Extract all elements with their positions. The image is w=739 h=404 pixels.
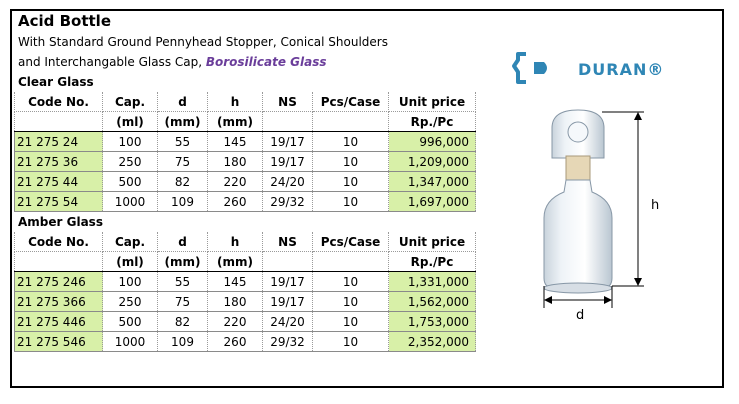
col-unit-cap: (ml) — [103, 252, 158, 272]
cell-ns: 19/17 — [263, 292, 313, 312]
cell-ns: 24/20 — [263, 312, 313, 332]
cell-code: 21 275 44 — [15, 172, 103, 192]
cell-h: 260 — [208, 332, 263, 352]
cell-d: 109 — [158, 332, 208, 352]
cell-ns: 29/32 — [263, 332, 313, 352]
table-unit-row — [15, 252, 476, 272]
col-unit-code — [15, 112, 103, 132]
col-unit-pcs — [313, 252, 389, 272]
cell-cap: 500 — [103, 312, 158, 332]
col-header-pcs: Pcs/Case — [313, 92, 389, 112]
cell-ns: 19/17 — [263, 272, 313, 292]
subtitle-line-2 — [18, 55, 327, 69]
cell-d: 82 — [158, 312, 208, 332]
cell-pcs: 10 — [313, 152, 389, 172]
cell-cap: 100 — [103, 132, 158, 152]
table-header-row — [15, 232, 476, 252]
bottle-illustration — [520, 100, 690, 340]
brand-name: DURAN® — [578, 60, 665, 79]
cell-cap: 1000 — [103, 332, 158, 352]
section-title-amber: Amber Glass — [18, 215, 103, 229]
table-row — [15, 152, 476, 172]
cell-pcs: 10 — [313, 172, 389, 192]
table-row — [15, 332, 476, 352]
cell-h: 145 — [208, 272, 263, 292]
col-unit-code — [15, 252, 103, 272]
col-header-h: h — [208, 232, 263, 252]
cell-d: 55 — [158, 272, 208, 292]
cell-ns: 29/32 — [263, 192, 313, 212]
cell-price: 1,347,000 — [389, 172, 476, 192]
cell-price: 996,000 — [389, 132, 476, 152]
cell-d: 75 — [158, 292, 208, 312]
col-header-pcs: Pcs/Case — [313, 232, 389, 252]
cell-h: 180 — [208, 292, 263, 312]
table-unit-row — [15, 112, 476, 132]
col-unit-h: (mm) — [208, 112, 263, 132]
cell-price: 1,562,000 — [389, 292, 476, 312]
cell-h: 220 — [208, 312, 263, 332]
cell-code: 21 275 54 — [15, 192, 103, 212]
cell-price: 1,697,000 — [389, 192, 476, 212]
page-title: Acid Bottle — [18, 12, 111, 30]
cell-ns: 19/17 — [263, 152, 313, 172]
cell-pcs: 10 — [313, 192, 389, 212]
cell-code: 21 275 246 — [15, 272, 103, 292]
diameter-label: d — [576, 308, 585, 323]
col-unit-cap: (ml) — [103, 112, 158, 132]
cell-ns: 19/17 — [263, 132, 313, 152]
material-highlight: Borosilicate Glass — [205, 55, 327, 69]
col-header-ns: NS — [263, 92, 313, 112]
price-table-clear — [14, 92, 476, 212]
col-unit-h: (mm) — [208, 252, 263, 272]
col-header-d: d — [158, 92, 208, 112]
subtitle-line-1: With Standard Ground Pennyhead Stopper, Conical Shoulders — [18, 35, 388, 49]
table-row — [15, 132, 476, 152]
cell-pcs: 10 — [313, 292, 389, 312]
cell-cap: 1000 — [103, 192, 158, 212]
col-header-code: Code No. — [15, 232, 103, 252]
cell-pcs: 10 — [313, 332, 389, 352]
col-unit-price: Rp./Pc — [389, 252, 476, 272]
col-header-d: d — [158, 232, 208, 252]
cell-d: 55 — [158, 132, 208, 152]
subtitle-line-2-text: and Interchangable Glass Cap, — [18, 55, 206, 69]
cell-cap: 250 — [103, 152, 158, 172]
price-table-amber — [14, 232, 476, 352]
table-row — [15, 292, 476, 312]
col-unit-ns — [263, 252, 313, 272]
col-unit-d: (mm) — [158, 112, 208, 132]
col-header-price: Unit price — [389, 232, 476, 252]
cell-h: 260 — [208, 192, 263, 212]
cell-pcs: 10 — [313, 132, 389, 152]
cell-d: 75 — [158, 152, 208, 172]
col-header-cap: Cap. — [103, 232, 158, 252]
cell-d: 109 — [158, 192, 208, 212]
cell-cap: 500 — [103, 172, 158, 192]
cell-pcs: 10 — [313, 272, 389, 292]
col-unit-price: Rp./Pc — [389, 112, 476, 132]
col-header-h: h — [208, 92, 263, 112]
cell-price: 1,209,000 — [389, 152, 476, 172]
cell-d: 82 — [158, 172, 208, 192]
cell-h: 180 — [208, 152, 263, 172]
table-row — [15, 272, 476, 292]
cell-h: 145 — [208, 132, 263, 152]
table-row — [15, 172, 476, 192]
col-header-code: Code No. — [15, 92, 103, 112]
cell-code: 21 275 366 — [15, 292, 103, 312]
cell-pcs: 10 — [313, 312, 389, 332]
col-header-price: Unit price — [389, 92, 476, 112]
col-unit-d: (mm) — [158, 252, 208, 272]
cell-code: 21 275 24 — [15, 132, 103, 152]
cell-code: 21 275 36 — [15, 152, 103, 172]
col-header-cap: Cap. — [103, 92, 158, 112]
table-row — [15, 192, 476, 212]
cell-ns: 24/20 — [263, 172, 313, 192]
cell-price: 1,753,000 — [389, 312, 476, 332]
cell-cap: 250 — [103, 292, 158, 312]
cell-code: 21 275 546 — [15, 332, 103, 352]
cell-price: 2,352,000 — [389, 332, 476, 352]
col-unit-pcs — [313, 112, 389, 132]
table-header-row — [15, 92, 476, 112]
cell-code: 21 275 446 — [15, 312, 103, 332]
cell-cap: 100 — [103, 272, 158, 292]
cell-h: 220 — [208, 172, 263, 192]
height-label: h — [651, 198, 660, 213]
section-title-clear: Clear Glass — [18, 75, 94, 89]
cell-price: 1,331,000 — [389, 272, 476, 292]
col-unit-ns — [263, 112, 313, 132]
table-row — [15, 312, 476, 332]
col-header-ns: NS — [263, 232, 313, 252]
